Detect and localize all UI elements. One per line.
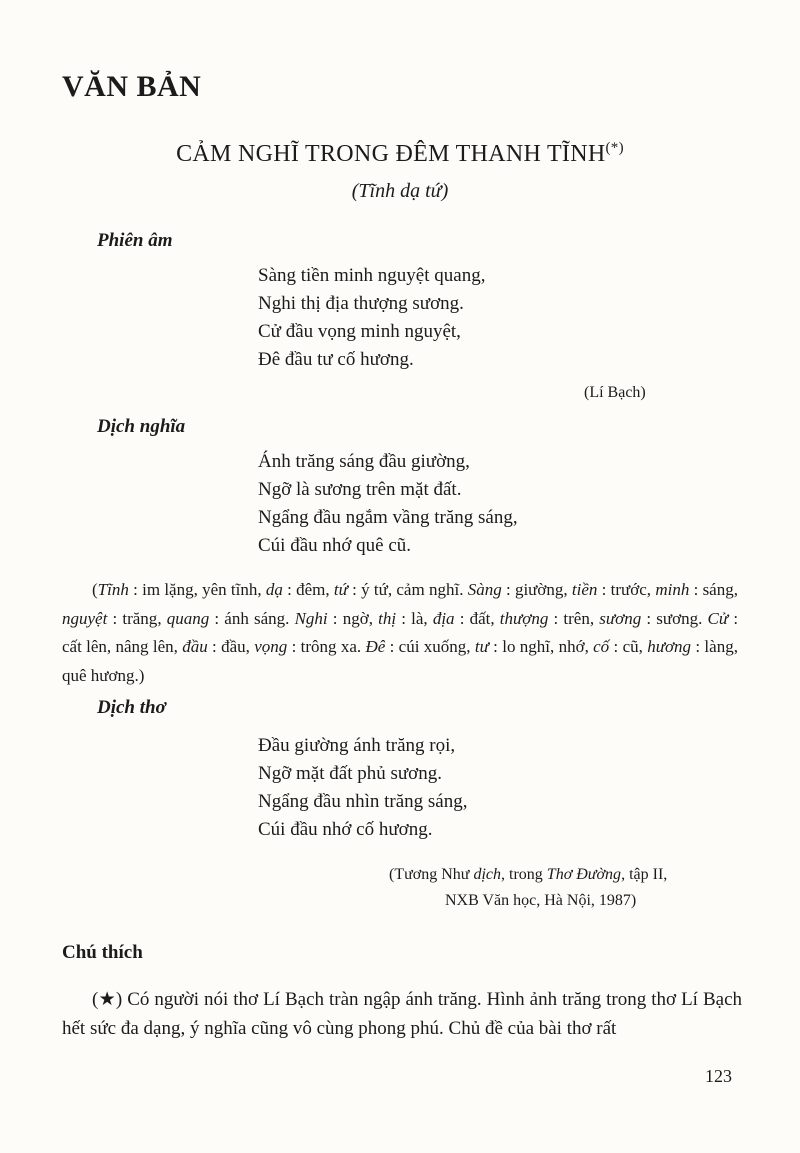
note-definition: cũ: [622, 637, 639, 656]
note-definition: im lặng, yên tĩnh: [142, 580, 258, 599]
dich-tho-line: Đầu giường ánh trăng rọi,: [258, 735, 456, 756]
note-term: thị: [378, 608, 397, 628]
dich-tho-line: Ngẩng đầu nhìn trăng sáng,: [258, 791, 468, 812]
dich-nghia-label: Dịch nghĩa: [97, 416, 186, 437]
note-definition: trước: [610, 580, 647, 599]
note-definition: trăng: [122, 608, 158, 628]
dich-tho-label: Dịch thơ: [97, 697, 166, 718]
note-definition: làng, quê hương: [62, 637, 738, 685]
note-definition: đêm: [296, 580, 326, 599]
note-definition: giường: [514, 580, 564, 599]
dich-nghia-stanza: [258, 448, 518, 560]
note-term: quang: [166, 608, 210, 628]
poem-title: [0, 140, 800, 168]
dich-nghia-line: Ngẩng đầu ngắm vầng trăng sáng,: [258, 507, 518, 528]
footnote-mark: (★): [92, 989, 123, 1010]
poem-subtitle: (Tĩnh dạ tứ): [351, 180, 449, 202]
note-term: đầu: [182, 637, 208, 656]
volume: , tập II,: [621, 866, 668, 883]
footnote-text: Có người nói thơ Lí Bạch tràn ngập ánh trăng. Hình ảnh trăng trong thơ Lí Bạch hết sức đa dạng, ý nghĩa cũng vô cùng phong phú. Chủ đề của bài thơ rất: [62, 989, 742, 1039]
note-term: tư: [474, 637, 489, 656]
word-notes-paragraph: (Tĩnh : im lặng, yên tĩnh, dạ : đêm, tứ : ý tứ, cảm nghĩ. Sàng : giường, tiền : trước, minh : sáng, nguyệt : trăng, quang : ánh sáng. Nghi : ngờ, thị : là, địa : đất, thượng : trên, sương : sương. Cử : cất lên, nâng lên, đầu : đầu, vọng : trông xa. Đê : cúi xuống, tư : lo nghĩ, nhớ, cố : cũ, hương : làng, quê hương.): [62, 580, 739, 685]
translation-source-line-1: (Tương Như dịch, trong Thơ Đường, tập II,: [389, 866, 668, 883]
note-term: thượng: [499, 608, 549, 628]
poem-title-note-mark: (*): [605, 140, 624, 156]
notes-heading: Chú thích: [62, 942, 143, 963]
note-definition: ngờ: [342, 608, 369, 628]
phien-am-stanza: [258, 262, 485, 374]
poem-title-text: CẢM NGHĨ TRONG ĐÊM THANH TĨNH: [176, 141, 606, 167]
note-definition: trông xa: [300, 637, 357, 656]
note-term: dạ: [265, 580, 283, 599]
note-definition: cúi xuống: [398, 637, 467, 656]
phien-am-line: Cử đầu vọng minh nguyệt,: [258, 321, 461, 342]
translator-name: Tương Như: [394, 866, 470, 883]
note-definition: trên: [563, 608, 590, 628]
note-term: nguyệt: [62, 608, 108, 628]
in-word: , trong: [501, 866, 543, 883]
phien-am-label: Phiên âm: [97, 230, 173, 251]
note-definition: cất lên, nâng lên: [62, 637, 174, 656]
dich-nghia-line: Ngỡ là sương trên mặt đất.: [258, 479, 462, 500]
note-definition: là: [411, 608, 424, 628]
note-term: Cử: [707, 608, 729, 628]
note-definition: đầu: [221, 637, 246, 656]
phien-am-line: Nghi thị địa thượng sương.: [258, 293, 464, 314]
dich-nghia-line: Ánh trăng sáng đầu giường,: [258, 451, 470, 472]
note-term: minh: [655, 580, 690, 599]
phien-am-line: Đê đầu tư cố hương.: [258, 349, 414, 370]
translated-word: dịch: [473, 866, 502, 883]
note-definition: sương: [656, 608, 699, 628]
note-term: Nghi: [294, 608, 328, 628]
translation-source-line-2: NXB Văn học, Hà Nội, 1987): [445, 892, 637, 909]
note-term: sương: [599, 608, 642, 628]
page-number: 123: [705, 1066, 732, 1086]
note-term: Sàng: [467, 580, 502, 599]
note-term: tứ: [333, 580, 348, 599]
note-term: vọng: [254, 637, 288, 656]
note-definition: đất: [469, 608, 491, 628]
note-term: Tĩnh: [97, 580, 129, 599]
note-term: Đê: [365, 637, 386, 656]
phien-am-line: Sàng tiền minh nguyệt quang,: [258, 265, 486, 286]
dich-nghia-line: Cúi đầu nhớ quê cũ.: [258, 535, 412, 556]
note-term: cố: [593, 637, 610, 656]
dich-tho-stanza: [258, 732, 467, 844]
note-definition: ánh sáng: [224, 608, 286, 628]
book-title: Thơ Đường: [546, 866, 622, 883]
dich-tho-line: Ngỡ mặt đất phủ sương.: [258, 763, 442, 784]
note-term: tiền: [571, 580, 598, 599]
note-definition: ý tứ, cảm nghĩ: [361, 580, 460, 599]
note-definition: lo nghĩ, nhớ: [502, 637, 585, 656]
note-term: hương: [647, 637, 692, 656]
note-definition: sáng: [702, 580, 734, 599]
footnote-paragraph: [62, 985, 742, 1043]
note-term: địa: [432, 608, 455, 628]
section-heading: VĂN BẢN: [62, 70, 202, 103]
dich-tho-line: Cúi đầu nhớ cố hương.: [258, 819, 433, 840]
author-attribution: (Lí Bạch): [584, 384, 646, 401]
